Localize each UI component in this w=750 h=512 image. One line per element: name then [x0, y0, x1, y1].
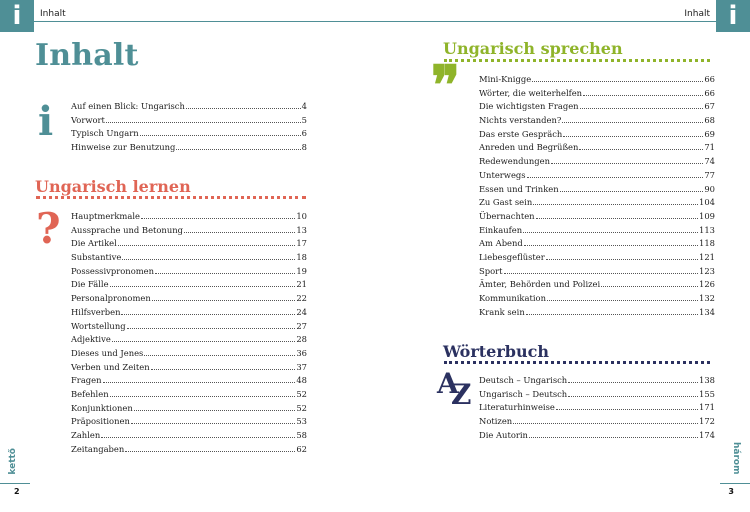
toc-entry[interactable] — [71, 251, 307, 265]
toc-dot-leader — [524, 245, 698, 246]
toc-entry[interactable] — [71, 114, 307, 128]
toc-entry-title: Fragen — [71, 375, 102, 386]
toc-entry-page: 53 — [296, 416, 307, 427]
toc-entry-title: Am Abend — [479, 238, 523, 249]
toc-dot-leader — [186, 108, 301, 109]
right-page — [375, 0, 750, 512]
toc-entry-page: 104 — [699, 197, 715, 208]
toc-entry-page: 37 — [296, 361, 307, 372]
toc-entry-title: Die Fälle — [71, 279, 109, 290]
toc-entry-page: 123 — [699, 265, 715, 276]
toc-entry-page: 90 — [704, 183, 715, 194]
toc-dot-leader — [533, 204, 698, 205]
toc-dot-leader — [155, 273, 295, 274]
toc-entry[interactable] — [71, 224, 307, 238]
toc-entry-page: 113 — [699, 224, 715, 235]
toc-entry-page: 109 — [699, 210, 715, 221]
toc-entry[interactable] — [479, 183, 715, 197]
toc-entry-page: 52 — [296, 402, 307, 413]
toc-entry-title: Liebesgeflüster — [479, 251, 545, 262]
toc-entry[interactable] — [71, 443, 307, 457]
toc-entry-title: Essen und Trinken — [479, 183, 559, 194]
toc-dot-leader — [562, 122, 703, 123]
toc-entry-page: 6 — [301, 128, 307, 139]
toc-intro-list — [71, 100, 307, 155]
toc-entry[interactable] — [71, 141, 307, 155]
toc-entry-title: Krank sein — [479, 306, 525, 317]
header-label-left: Inhalt — [40, 9, 66, 19]
toc-entry[interactable] — [479, 278, 715, 292]
toc-entry-title: Substantive — [71, 252, 122, 263]
toc-entry-title: Das erste Gespräch — [479, 128, 563, 139]
toc-entry[interactable] — [71, 265, 307, 279]
toc-dot-leader — [134, 410, 296, 411]
page-number-right: 3 — [728, 487, 734, 496]
toc-entry[interactable] — [71, 429, 307, 443]
toc-entry[interactable] — [71, 127, 307, 141]
section-divider-speak — [444, 59, 710, 62]
toc-entry-page: 27 — [296, 320, 307, 331]
toc-entry-title: Notizen — [479, 416, 513, 427]
toc-dot-leader — [513, 423, 698, 424]
toc-entry-page: 22 — [296, 293, 307, 304]
toc-dot-leader — [101, 437, 295, 438]
toc-entry-title: Wortstellung — [71, 320, 126, 331]
toc-entry-title: Übernachten — [479, 210, 535, 221]
toc-entry-page: 155 — [699, 388, 715, 399]
toc-entry-page: 67 — [704, 101, 715, 112]
toc-entry-title: Ungarisch – Deutsch — [479, 388, 568, 399]
header-rule — [34, 21, 375, 22]
toc-entry-page: 17 — [296, 238, 307, 249]
toc-entry[interactable] — [71, 100, 307, 114]
question-mark-icon: ? — [36, 204, 61, 253]
quote-icon: ❞ — [431, 53, 461, 117]
toc-entry-page: 62 — [296, 443, 307, 454]
toc-entry-title: Präpositionen — [71, 416, 130, 427]
toc-entry-page: 28 — [296, 334, 307, 345]
info-icon-right: i — [716, 0, 750, 32]
toc-dot-leader — [546, 259, 698, 260]
toc-dot-leader — [144, 355, 295, 356]
toc-entry-page: 58 — [296, 430, 307, 440]
section-divider-learn — [36, 196, 306, 199]
toc-entry-title: Hauptmerkmale — [71, 211, 140, 221]
toc-dictionary-list — [479, 374, 715, 442]
toc-dot-leader — [121, 314, 295, 315]
toc-dot-leader — [526, 314, 698, 315]
toc-entry-title: Zu Gast sein — [479, 197, 533, 208]
toc-entry-page: 13 — [296, 224, 307, 235]
toc-entry[interactable] — [479, 87, 715, 101]
toc-entry-title: Vorwort — [71, 114, 105, 125]
section-title-speak: Ungarisch sprechen — [443, 39, 623, 58]
toc-entry-title: Auf einen Blick: Ungarisch — [71, 101, 185, 111]
toc-entry-title: Die wichtigsten Fragen — [479, 101, 579, 112]
header-label-right: Inhalt — [684, 9, 710, 19]
toc-dot-leader — [152, 300, 296, 301]
toc-entry-title: Adjektive — [71, 334, 111, 345]
toc-entry-title: Deutsch – Ungarisch — [479, 375, 568, 385]
toc-entry-title: Mini-Knigge — [479, 74, 532, 84]
toc-entry[interactable] — [71, 374, 307, 388]
toc-entry[interactable] — [479, 306, 715, 320]
toc-entry-page: 69 — [704, 128, 715, 139]
toc-entry[interactable] — [71, 388, 307, 402]
toc-entry[interactable] — [479, 114, 715, 128]
toc-entry[interactable] — [71, 306, 307, 320]
toc-entry-title: Aussprache und Betonung — [71, 224, 183, 235]
toc-entry-page: 77 — [704, 169, 715, 180]
toc-entry-title: Unterwegs — [479, 169, 526, 180]
toc-dot-leader — [580, 108, 704, 109]
section-divider-dictionary — [444, 361, 710, 364]
toc-dot-leader — [529, 437, 698, 438]
page-number-left: 2 — [14, 487, 20, 496]
toc-entry-title: Wörter, die weiterhelfen — [479, 87, 583, 98]
toc-dot-leader — [112, 341, 296, 342]
toc-entry-title: Sport — [479, 265, 503, 276]
az-icon-a: A — [437, 367, 459, 400]
side-label-right: három — [731, 442, 741, 475]
toc-entry[interactable] — [71, 237, 307, 251]
toc-entry-title: Verben und Zeiten — [71, 361, 150, 372]
toc-entry-title: Ämter, Behörden und Polizei — [479, 279, 601, 290]
toc-entry[interactable] — [479, 292, 715, 306]
toc-entry-page: 174 — [699, 429, 715, 440]
toc-entry-page: 132 — [699, 293, 715, 303]
toc-entry-page: 19 — [296, 265, 307, 276]
toc-entry-page: 4 — [301, 101, 307, 111]
toc-dot-leader — [131, 423, 295, 424]
toc-entry-title: Befehlen — [71, 388, 109, 399]
toc-entry-page: 10 — [296, 211, 307, 221]
toc-entry-page: 66 — [704, 74, 715, 84]
toc-entry[interactable] — [71, 415, 307, 429]
toc-dot-leader — [563, 136, 703, 137]
toc-entry[interactable] — [71, 278, 307, 292]
toc-dot-leader — [568, 396, 698, 397]
footer-rule-left — [0, 483, 30, 484]
toc-entry-title: Hilfsverben — [71, 306, 121, 317]
toc-entry-page: 21 — [296, 279, 307, 290]
toc-entry-title: Zahlen — [71, 430, 101, 440]
toc-entry-page: 8 — [301, 142, 307, 153]
toc-entry[interactable] — [479, 141, 715, 155]
toc-entry-title: Nichts verstanden? — [479, 115, 562, 126]
toc-entry-page: 172 — [699, 416, 715, 427]
toc-entry-title: Zeitangaben — [71, 443, 125, 454]
toc-dot-leader — [176, 149, 300, 150]
toc-entry-page: 118 — [699, 238, 715, 249]
header-rule-right — [375, 21, 716, 22]
toc-entry-page: 71 — [704, 142, 715, 153]
toc-entry[interactable] — [479, 100, 715, 114]
toc-learn-list — [71, 210, 307, 456]
toc-entry[interactable] — [479, 128, 715, 142]
toc-entry[interactable] — [479, 196, 715, 210]
toc-entry[interactable] — [479, 388, 715, 402]
toc-entry-page: 36 — [296, 347, 307, 358]
toc-entry[interactable] — [71, 333, 307, 347]
toc-entry-page: 74 — [704, 156, 715, 167]
toc-entry-title: Hinweise zur Benutzung — [71, 142, 176, 153]
toc-dot-leader — [579, 149, 703, 150]
toc-dot-leader — [551, 163, 703, 164]
toc-dot-leader — [532, 81, 703, 82]
toc-entry-title: Einkaufen — [479, 224, 523, 235]
toc-entry-page: 48 — [296, 375, 307, 386]
page-title: Inhalt — [35, 38, 139, 73]
toc-dot-leader — [125, 451, 295, 452]
side-label-left: kettő — [8, 448, 18, 475]
footer-rule-right — [720, 483, 750, 484]
toc-entry-page: 5 — [301, 114, 307, 125]
toc-dot-leader — [601, 286, 698, 287]
toc-dot-leader — [127, 328, 296, 329]
toc-dot-leader — [547, 300, 698, 301]
toc-entry[interactable] — [479, 415, 715, 429]
toc-dot-leader — [118, 245, 296, 246]
toc-entry[interactable] — [479, 265, 715, 279]
toc-dot-leader — [504, 273, 698, 274]
toc-dot-leader — [110, 396, 296, 397]
toc-entry-title: Possessivpronomen — [71, 265, 155, 276]
toc-entry-title: Die Autorin — [479, 429, 528, 440]
toc-speak-list — [479, 73, 715, 319]
toc-entry-title: Kommunikation — [479, 293, 546, 303]
toc-dot-leader — [536, 218, 698, 219]
toc-dot-leader — [556, 409, 698, 410]
toc-entry-page: 66 — [704, 87, 715, 98]
toc-entry[interactable] — [71, 292, 307, 306]
toc-entry[interactable] — [479, 429, 715, 443]
toc-entry[interactable] — [479, 169, 715, 183]
toc-entry-page: 18 — [296, 252, 307, 263]
toc-dot-leader — [140, 135, 301, 136]
toc-dot-leader — [141, 218, 295, 219]
toc-dot-leader — [583, 95, 703, 96]
toc-entry[interactable] — [479, 237, 715, 251]
toc-dot-leader — [110, 286, 296, 287]
toc-entry[interactable] — [71, 320, 307, 334]
toc-entry-page: 52 — [296, 388, 307, 399]
toc-entry-title: Redewendungen — [479, 156, 550, 167]
toc-entry[interactable] — [479, 251, 715, 265]
toc-entry-title: Typisch Ungarn — [71, 128, 139, 139]
toc-dot-leader — [568, 382, 698, 383]
toc-entry[interactable] — [479, 155, 715, 169]
toc-entry-title: Dieses und Jenes — [71, 347, 144, 358]
toc-entry[interactable] — [71, 402, 307, 416]
toc-entry[interactable] — [71, 347, 307, 361]
toc-entry-title: Die Artikel — [71, 238, 117, 249]
toc-dot-leader — [151, 369, 296, 370]
toc-entry-page: 171 — [699, 402, 715, 413]
toc-entry-page: 134 — [699, 306, 715, 317]
toc-entry[interactable] — [479, 210, 715, 224]
toc-entry[interactable] — [479, 401, 715, 415]
toc-entry[interactable] — [479, 73, 715, 87]
toc-entry-title: Literaturhinweise — [479, 402, 555, 413]
toc-entry[interactable] — [479, 224, 715, 238]
toc-entry-page: 68 — [704, 115, 715, 126]
toc-entry-page: 121 — [699, 251, 715, 262]
toc-entry[interactable] — [479, 374, 715, 388]
toc-dot-leader — [122, 259, 295, 260]
toc-entry-title: Personalpronomen — [71, 293, 151, 304]
toc-entry[interactable] — [71, 210, 307, 224]
toc-dot-leader — [184, 232, 295, 233]
toc-dot-leader — [103, 382, 296, 383]
info-icon: i — [0, 0, 34, 32]
toc-entry-page: 126 — [699, 279, 715, 290]
az-icon-z: Z — [451, 378, 472, 411]
toc-entry-page: 24 — [296, 306, 307, 317]
info-section-icon: i — [38, 98, 54, 145]
toc-entry-title: Anreden und Begrüßen — [479, 142, 579, 153]
toc-dot-leader — [527, 177, 704, 178]
toc-dot-leader — [106, 122, 301, 123]
section-title-dictionary: Wörterbuch — [443, 342, 549, 361]
toc-dot-leader — [523, 232, 698, 233]
toc-dot-leader — [560, 191, 704, 192]
section-title-learn: Ungarisch lernen — [35, 177, 191, 196]
toc-entry-title: Konjunktionen — [71, 402, 133, 413]
toc-entry-page: 138 — [699, 375, 715, 385]
toc-entry[interactable] — [71, 361, 307, 375]
